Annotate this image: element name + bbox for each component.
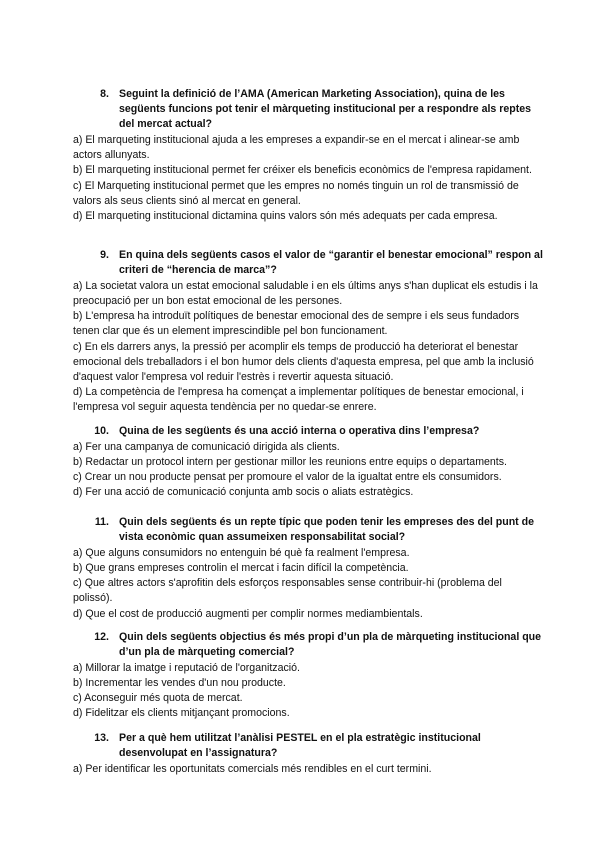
answer-option-d: d) El marqueting institucional dictamina quins valors són més adequats per cada empresa. xyxy=(73,209,498,222)
answer-option-c: c) Que altres actors s'aprofitin dels esforços responsables sense contribuir-hi (problema del polissó). xyxy=(73,577,502,605)
question-8 xyxy=(73,87,543,224)
answer-option-d: d) Fidelitzar els clients mitjançant promocions. xyxy=(73,707,290,720)
question-13 xyxy=(73,731,543,777)
question-header xyxy=(73,87,543,132)
answer-option-c: c) En els darrers anys, la pressió per acomplir els temps de producció ha deteriorat el benestar emocional dels treballadors i el bon humor dels clients d'aquesta empresa, pel que amb la inclusió d'aquest valor l'empresa vol reduir l'estrès i revertir aquesta situació. xyxy=(73,340,534,383)
answer-list xyxy=(73,661,543,721)
question-header xyxy=(73,630,543,660)
answer-option-a: a) La societat valora un estat emocional saludable i en els últims anys s'han duplicat els estudis i la preocupació per un bon estat emocional de les persones. xyxy=(73,280,538,308)
question-number: 9. xyxy=(100,249,109,261)
answer-option-c: c) Crear un nou producte pensat per promoure el valor de la igualtat entre els consumidors. xyxy=(73,471,502,484)
question-10 xyxy=(73,424,543,500)
question-11 xyxy=(73,515,543,622)
question-text: Per a què hem utilitzat l’anàlisi PESTEL en el pla estratègic institucional desenvolupat en l’assignatura? xyxy=(119,732,481,760)
answer-option-d: d) Fer una acció de comunicació conjunta amb socis o aliats estratègics. xyxy=(73,486,414,499)
question-number: 10. xyxy=(94,425,109,437)
answer-option-d: d) La competència de l'empresa ha començat a implementar polítiques de benestar emocional, i l'empresa vol seguir aquesta tendència per no quedar-se enrere. xyxy=(73,385,524,413)
question-number: 8. xyxy=(100,88,109,100)
answer-option-a: a) Per identificar les oportunitats comercials més rendibles en el curt termini. xyxy=(73,763,432,776)
question-header xyxy=(73,731,543,761)
answer-list xyxy=(73,133,543,224)
answer-list xyxy=(73,546,543,621)
answer-option-b: b) Incrementar les vendes d'un nou producte. xyxy=(73,677,286,690)
question-number: 13. xyxy=(94,732,109,744)
answer-option-a: a) Millorar la imatge i reputació de l'organització. xyxy=(73,662,300,675)
answer-list xyxy=(73,279,543,415)
answer-option-c: c) Aconseguir més quota de mercat. xyxy=(73,692,243,705)
question-text: Seguint la definició de l’AMA (American Marketing Association), quina de les següents funcions pot tenir el màrqueting institucional per a respondre als reptes del mercat actual? xyxy=(119,88,532,131)
question-header xyxy=(73,424,543,439)
question-text: En quina dels següents casos el valor de “garantir el benestar emocional” respon al criteri de “herencia de marca”? xyxy=(119,249,543,277)
answer-option-b: b) Redactar un protocol intern per gestionar millor les reunions entre equips o departaments. xyxy=(73,456,507,469)
answer-list xyxy=(73,762,543,777)
answer-option-b: b) L'empresa ha introduït polítiques de benestar emocional des de sempre i els seus fundadors tenen clar que és un element imprescindible pel bon funcionament. xyxy=(73,310,520,338)
question-header xyxy=(73,248,543,278)
question-text: Quina de les següents és una acció interna o operativa dins l’empresa? xyxy=(119,425,480,437)
answer-option-c: c) El Marqueting institucional permet que les empres no només tinguin un rol de transmissió de valors als seus clients sinó al mercat en general. xyxy=(73,179,519,207)
question-9 xyxy=(73,248,543,415)
answer-option-a: a) El marqueting institucional ajuda a les empreses a expandir-se en el mercat i alinear-se amb actors allunyats. xyxy=(73,134,520,162)
answer-option-b: b) Que grans empreses controlin el mercat i facin difícil la competència. xyxy=(73,562,409,575)
question-text: Quin dels següents és un repte típic que poden tenir les empreses des del punt de vista econòmic quan assumeixen responsabilitat social? xyxy=(119,516,535,544)
answer-option-d: d) Que el cost de producció augmenti per complir normes mediambientals. xyxy=(73,607,423,620)
answer-option-a: a) Que alguns consumidors no entenguin bé què fa realment l'empresa. xyxy=(73,547,410,560)
question-header xyxy=(73,515,543,545)
question-12 xyxy=(73,630,543,722)
answer-list xyxy=(73,440,543,500)
question-number: 12. xyxy=(94,631,109,643)
answer-option-a: a) Fer una campanya de comunicació dirigida als clients. xyxy=(73,441,340,454)
question-text: Quin dels següents objectius és més propi d’un pla de màrqueting institucional que d’un pla de màrqueting comercial? xyxy=(119,631,542,659)
answer-option-b: b) El marqueting institucional permet fer créixer els beneficis econòmics de l'empresa rapidament. xyxy=(73,164,532,177)
question-number: 11. xyxy=(94,516,109,528)
